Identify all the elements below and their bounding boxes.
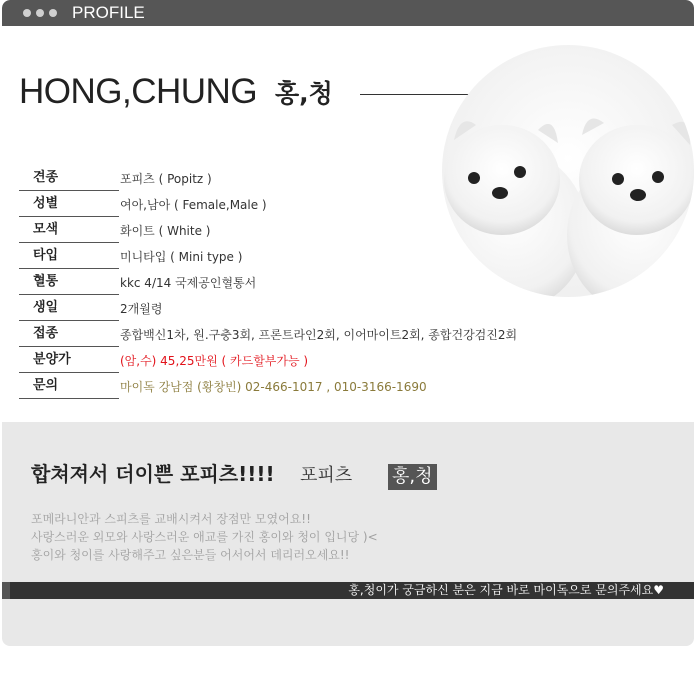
info-label: 접종 bbox=[19, 322, 119, 347]
promo-headline: 합쳐져서 더이쁜 포피츠!!!! bbox=[31, 462, 275, 486]
info-label: 생일 bbox=[19, 296, 119, 321]
info-label: 성별 bbox=[19, 192, 119, 217]
promo-names-badge: 홍,청 bbox=[388, 464, 437, 490]
dot-icon bbox=[23, 9, 31, 17]
info-label: 혈통 bbox=[19, 270, 119, 295]
divider-line bbox=[360, 94, 472, 95]
info-value: 여아,남아 ( Female,Male ) bbox=[120, 198, 267, 212]
promo-line: 포메라니안과 스피츠를 교배시켜서 장점만 모였어요!! bbox=[31, 512, 311, 526]
info-value: 미니타입 ( Mini type ) bbox=[120, 250, 243, 264]
info-label: 타입 bbox=[19, 244, 119, 269]
info-value: 2개월령 bbox=[120, 302, 163, 316]
info-row-price bbox=[19, 348, 659, 374]
info-row-color bbox=[19, 218, 659, 244]
banner-accent bbox=[2, 582, 10, 599]
info-row-contact bbox=[19, 374, 659, 400]
info-row-pedigree bbox=[19, 270, 659, 296]
info-value: kkc 4/14 국제공인혈통서 bbox=[120, 276, 257, 290]
info-label: 분양가 bbox=[19, 348, 119, 373]
promo-breed: 포피츠 bbox=[300, 465, 353, 486]
window-dots bbox=[23, 9, 57, 17]
info-value: 포피츠 ( Popitz ) bbox=[120, 172, 212, 186]
info-label: 문의 bbox=[19, 374, 119, 399]
contact-banner bbox=[2, 582, 694, 599]
dot-icon bbox=[36, 9, 44, 17]
promo-description bbox=[31, 510, 378, 564]
title-bar bbox=[2, 0, 694, 26]
info-row-type bbox=[19, 244, 659, 270]
info-value: 마이독 강남점 (황창빈) 02-466-1017 , 010-3166-1690 bbox=[120, 380, 427, 394]
name-korean: 홍,청 bbox=[275, 79, 333, 108]
name-english: HONG,CHUNG bbox=[19, 72, 258, 111]
promo-line: 사랑스러운 외모와 사랑스러운 애교를 가진 홍이와 청이 입니당 )< bbox=[31, 530, 378, 544]
info-label: 모색 bbox=[19, 218, 119, 243]
info-row-birthday bbox=[19, 296, 659, 322]
info-row-breed bbox=[19, 166, 659, 192]
dot-icon bbox=[49, 9, 57, 17]
info-row-gender bbox=[19, 192, 659, 218]
info-value: (암,수) 45,25만원 ( 카드할부가능 ) bbox=[120, 354, 309, 368]
info-row-vaccination bbox=[19, 322, 659, 348]
profile-card bbox=[2, 0, 694, 646]
section-title: PROFILE bbox=[72, 3, 145, 22]
info-label: 견종 bbox=[19, 166, 119, 191]
info-value: 종합백신1차, 원.구충3회, 프론트라인2회, 이어마이트2회, 종합건강검진2회 bbox=[120, 328, 518, 342]
promo-line: 홍이와 청이를 사랑해주고 싶은분들 어서어서 데리러오세요!! bbox=[31, 548, 350, 562]
contact-banner-text: 홍,청이가 궁금하신 분은 지금 바로 마이독으로 문의주세요♥ bbox=[348, 583, 664, 597]
info-value: 화이트 ( White ) bbox=[120, 224, 211, 238]
